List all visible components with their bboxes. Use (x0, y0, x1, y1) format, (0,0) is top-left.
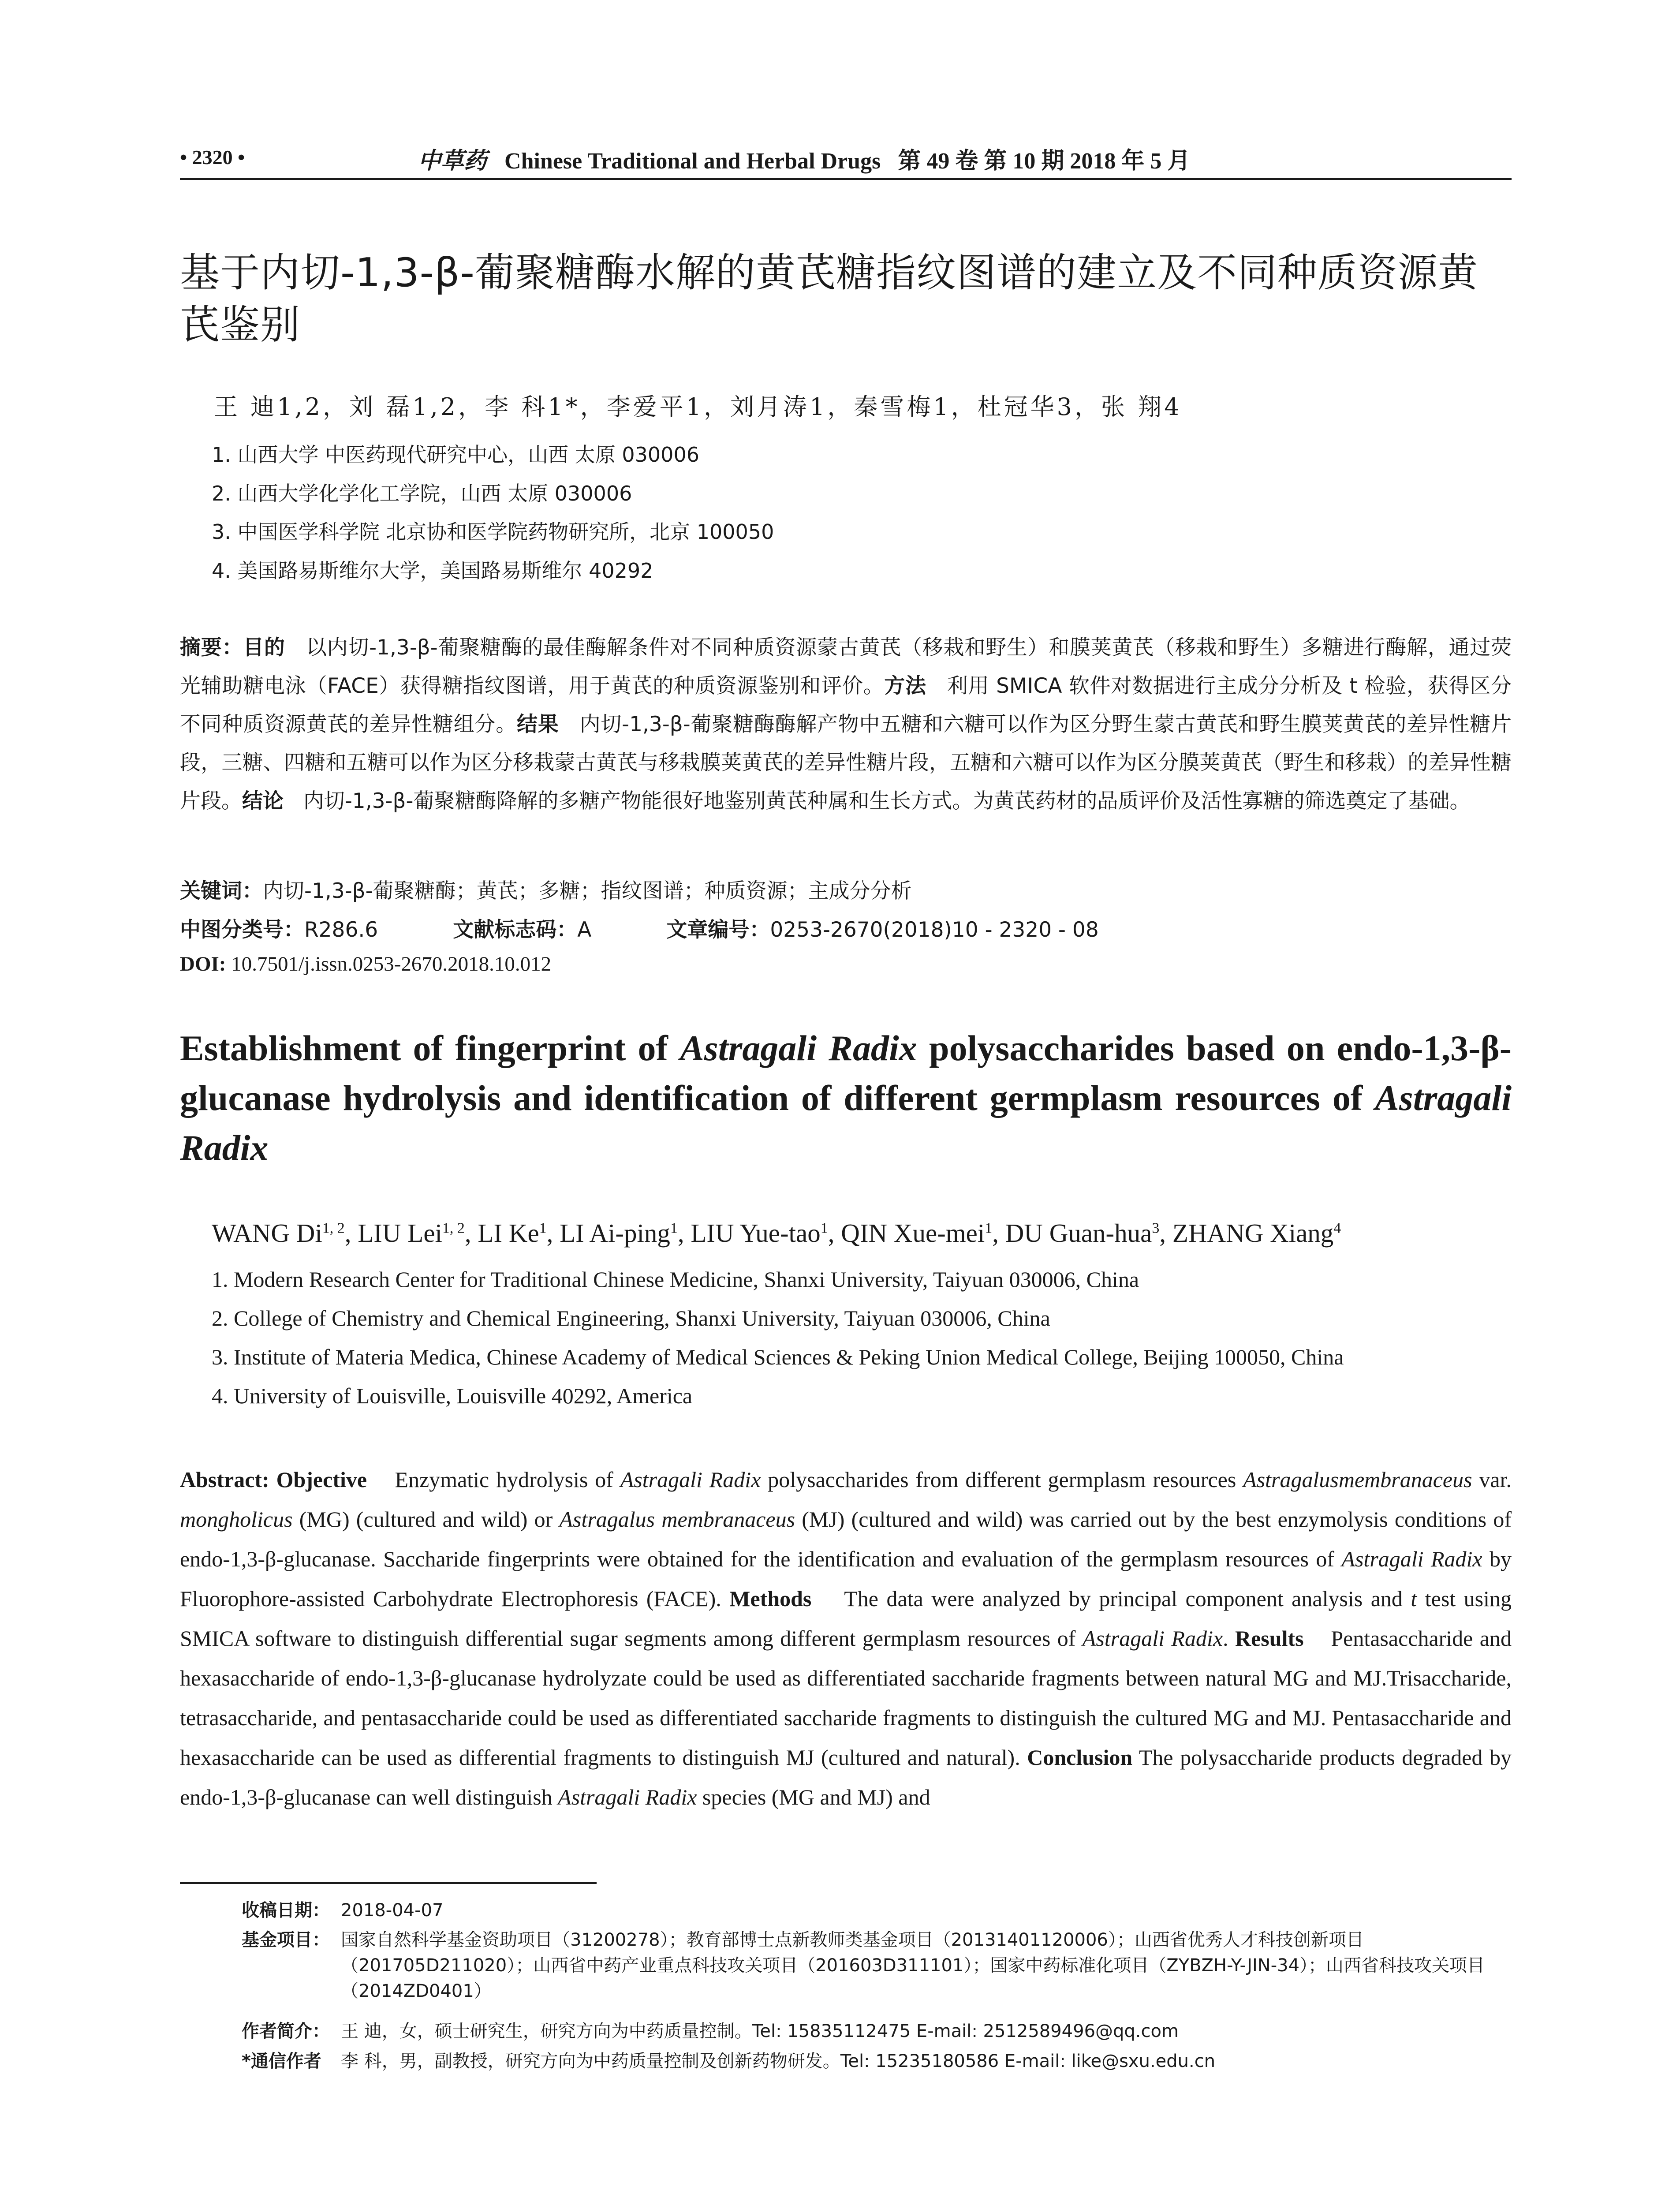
zh-title (180, 247, 1512, 351)
en-abstract-text: polysaccharides from different germplasm resources (761, 1467, 1243, 1492)
zh-article-no-value: 0253-2670(2018)10 - 2320 - 08 (770, 918, 1099, 942)
en-title (180, 1023, 1512, 1173)
zh-keywords-label: 关键词： (180, 879, 263, 903)
zh-authors: 王 迪1,2，刘 磊1,2，李 科1*，李爱平1，刘月涛1，秦雪梅1，杜冠华3，张 翔4 (214, 393, 1182, 421)
footnote-received (242, 1898, 1512, 1923)
footnote-label: 收稿日期： (242, 1900, 330, 1921)
footnote-fund (242, 1927, 1512, 2004)
en-author-affil: 1, 2 (322, 1220, 345, 1237)
zh-classification (180, 913, 1099, 943)
en-abstract (180, 1460, 1512, 1817)
en-abstract-italic: mongholicus (180, 1507, 293, 1532)
zh-doc-code-label: 文献标志码： (453, 918, 578, 942)
zh-methods-label: 方法 (884, 674, 926, 698)
zh-clc-value: R286.6 (304, 918, 378, 942)
footnote-text: 2018-04-07 (341, 1900, 444, 1921)
en-abstract-italic: Astragalusmembranaceus (1243, 1467, 1472, 1492)
doi-line (180, 952, 551, 976)
en-author: ZHANG Xiang (1172, 1218, 1334, 1248)
en-title-text: polysaccharides based on endo-1,3-β-glucanase hydrolysis and identification of different germplasm resources of (180, 1028, 1512, 1118)
en-abstract-italic: Astragali Radix (620, 1467, 761, 1492)
en-author-affil: 1 (985, 1220, 993, 1237)
footnote-text: 王 迪，女，硕士研究生，研究方向为中药质量控制。Tel: 15835112475 E-mail: 2512589496@qq.com (341, 2021, 1179, 2041)
en-abstract-text: Enzymatic hydrolysis of (395, 1467, 620, 1492)
zh-objective-text: 以内切-1,3-β-葡聚糖酶的最佳酶解条件对不同种质资源蒙古黄芪（移栽和野生）和膜荚黄芪（移栽和野生）多糖进行酶解，通过荧光辅助糖电泳（FACE）获得糖指纹图谱，用于黄芪的种质资源鉴别和评价。 (180, 635, 1512, 698)
zh-affiliation: 2. 山西大学化学化工学院，山西 太原 030006 (212, 482, 632, 505)
zh-keywords-text: 内切-1,3-β-葡聚糖酶；黄芪；多糖；指纹图谱；种质资源；主成分分析 (263, 879, 912, 903)
footnote-label: 作者简介： (242, 2021, 330, 2041)
running-header (180, 140, 1512, 176)
en-authors: WANG Di$^{1, 2}$, LIU Lei$^{1, 2}$, LI Ke$^1$, LI Ai-ping$^1$, LIU Yue-tao$^1$, QIN Xue-mei$^1$, DU Guan-hua$^3$, ZHANG Xiang$^4$ (212, 1218, 1341, 1248)
en-abstract-text: var. (1472, 1467, 1512, 1492)
doi-link[interactable]: 10.7501/j.issn.0253-2670.2018.10.012 (231, 953, 552, 975)
zh-affiliation: 3. 中国医学科学院 北京协和医学院药物研究所，北京 100050 (212, 520, 774, 544)
en-abstract-italic: Astragali Radix (1082, 1626, 1223, 1651)
zh-methods-text: 利用 SMICA 软件对数据进行主成分分析及 t 检验，获得区分不同种质资源黄芪的差异性糖组分。 (180, 674, 1512, 736)
en-abstract-text: test using SMICA software to distinguish differential sugar segments among different germplasm resources of (180, 1586, 1512, 1651)
page-number: • 2320 • (180, 146, 245, 168)
en-affiliation: 4. University of Louisville, Louisville 40292, America (212, 1383, 693, 1408)
zh-keywords (180, 875, 912, 904)
en-author: LI Ai-ping (560, 1218, 670, 1248)
doi-label: DOI: (180, 953, 226, 975)
zh-title-line1: 基于内切-1,3-β-葡聚糖酶水解的黄芪糖指纹图谱的建立及不同种质资源黄 (180, 250, 1478, 296)
en-abstract-italic: Astragalus membranaceus (559, 1507, 795, 1532)
footnote-label: *通信作者 (242, 2051, 321, 2071)
en-author-affil: 4 (1333, 1220, 1341, 1237)
zh-affiliation: 1. 山西大学 中医药现代研究中心，山西 太原 030006 (212, 443, 699, 467)
journal-header (418, 142, 1190, 175)
journal-issue: 第 49 卷 第 10 期 2018 年 5 月 (898, 149, 1191, 174)
en-abstract-label: Abstract: (180, 1467, 269, 1492)
en-abstract-text: species (MG and MJ) and (697, 1785, 930, 1809)
footnote-text: 李 科，男，副教授，研究方向为中药质量控制及创新药物研发。Tel: 15235180586 E-mail: like@sxu.edu.cn (341, 2051, 1216, 2071)
en-abstract-italic: Astragali Radix (558, 1785, 697, 1809)
en-abstract-text: . (1223, 1626, 1228, 1651)
en-affiliation: 2. College of Chemistry and Chemical Engineering, Shanxi University, Taiyuan 030006, China (212, 1306, 1050, 1330)
en-author-affil: 1 (670, 1220, 678, 1237)
footnote-text: 国家自然科学基金资助项目（31200278）；教育部博士点新教师类基金项目（20131401120006）；山西省优秀人才科技创新项目（201705D211020）；山西省中药产业重点科技攻关项目（201603D311101）；国家中药标准化项目（ZYBZH-Y-JIN-34）；山西省科技攻关项目（2014ZD0401） (341, 1930, 1485, 2001)
zh-conclusion-text: 内切-1,3-β-葡聚糖酶降解的多糖产物能很好地鉴别黄芪种属和生长方式。为黄芪药材的品质评价及活性寡糖的筛选奠定了基础。 (303, 789, 1471, 813)
zh-abstract-label: 摘要： (180, 635, 243, 660)
zh-article-no-label: 文章编号： (666, 918, 770, 942)
en-conclusion-label: Conclusion (1027, 1745, 1133, 1770)
journal-brand: 中草药 (418, 147, 487, 174)
en-author-affil: 1, 2 (442, 1220, 465, 1237)
footnote-corresponding (242, 2048, 1512, 2074)
header-rule (180, 178, 1512, 180)
zh-objective-label: 目的 (243, 635, 285, 660)
footnote-label: 基金项目： (242, 1930, 330, 1950)
en-methods-label: Methods (729, 1586, 812, 1611)
en-author-affil: 3 (1152, 1220, 1160, 1237)
en-author: WANG Di (212, 1218, 322, 1248)
en-abstract-text: (MG) (cultured and wild) or (292, 1507, 560, 1532)
en-abstract-text: Pentasaccharide and hexasaccharide of endo-1,3-β-glucanase hydrolyzate could be used as differentiated saccharide fragments between natural MG and MJ.Trisaccharide, tetrasaccharide, and pentasaccharide could be used as differentiated saccharide fragments to distinguish the cultured MG and MJ. Pentasaccharide and hexasaccharide can be used as differential fragments to distinguish MJ (cultured and natural). (180, 1626, 1512, 1770)
en-abstract-text: by Fluorophore-assisted Carbohydrate Electrophoresis (FACE). (180, 1547, 1512, 1611)
en-author: DU Guan-hua (1005, 1218, 1152, 1248)
zh-clc-label: 中图分类号： (180, 918, 304, 942)
en-title-italic: Astragali Radix (680, 1028, 917, 1068)
journal-name: Chinese Traditional and Herbal Drugs (504, 149, 881, 174)
footnote-rule (180, 1882, 597, 1884)
zh-abstract (180, 628, 1512, 820)
zh-conclusion-label: 结论 (242, 789, 284, 813)
en-abstract-text: The polysaccharide products degraded by endo-1,3-β-glucanase can well distinguish (180, 1745, 1512, 1809)
en-author: LI Ke (478, 1218, 539, 1248)
en-affiliation: 1. Modern Research Center for Traditional Chinese Medicine, Shanxi University, Taiyuan 030006, China (212, 1267, 1139, 1292)
zh-results-label: 结果 (517, 712, 559, 736)
en-results-label: Results (1235, 1626, 1304, 1651)
zh-results-text: 内切-1,3-β-葡聚糖酶酶解产物中五糖和六糖可以作为区分野生蒙古黄芪和野生膜荚黄芪的差异性糖片段，三糖、四糖和五糖可以作为区分移栽蒙古黄芪与移栽膜荚黄芪的差异性糖片段，五糖和六糖可以作为区分膜荚黄芪（野生和移栽）的差异性糖片段。 (180, 712, 1512, 813)
en-title-text: Establishment of fingerprint of (180, 1028, 680, 1068)
en-affiliation: 3. Institute of Materia Medica, Chinese Academy of Medical Sciences & Peking Union Medical College, Beijing 100050, China (212, 1345, 1344, 1369)
en-author-affil: 1 (539, 1220, 547, 1237)
zh-title-line2: 芪鉴别 (180, 302, 300, 348)
en-author: LIU Lei (358, 1218, 442, 1248)
en-abstract-italic: t (1411, 1586, 1417, 1611)
en-abstract-text: (MJ) (cultured and wild) was carried out by the best enzymolysis conditions of endo-1,3-β-glucanase. Saccharide fingerprints were obtained for the identification and evaluation of the germplasm resources of (180, 1507, 1512, 1571)
en-author: QIN Xue-mei (841, 1218, 985, 1248)
en-author: LIU Yue-tao (691, 1218, 821, 1248)
zh-doc-code-value: A (577, 918, 592, 942)
en-objective-label: Objective (276, 1467, 367, 1492)
en-abstract-italic: Astragali Radix (1341, 1547, 1482, 1571)
zh-affiliation: 4. 美国路易斯维尔大学，美国路易斯维尔 40292 (212, 559, 653, 583)
en-author-affil: 1 (820, 1220, 828, 1237)
en-abstract-text: The data were analyzed by principal component analysis and (844, 1586, 1411, 1611)
en-title-italic: Astragali Radix (180, 1078, 1512, 1168)
footnote-author-bio (242, 2018, 1512, 2044)
